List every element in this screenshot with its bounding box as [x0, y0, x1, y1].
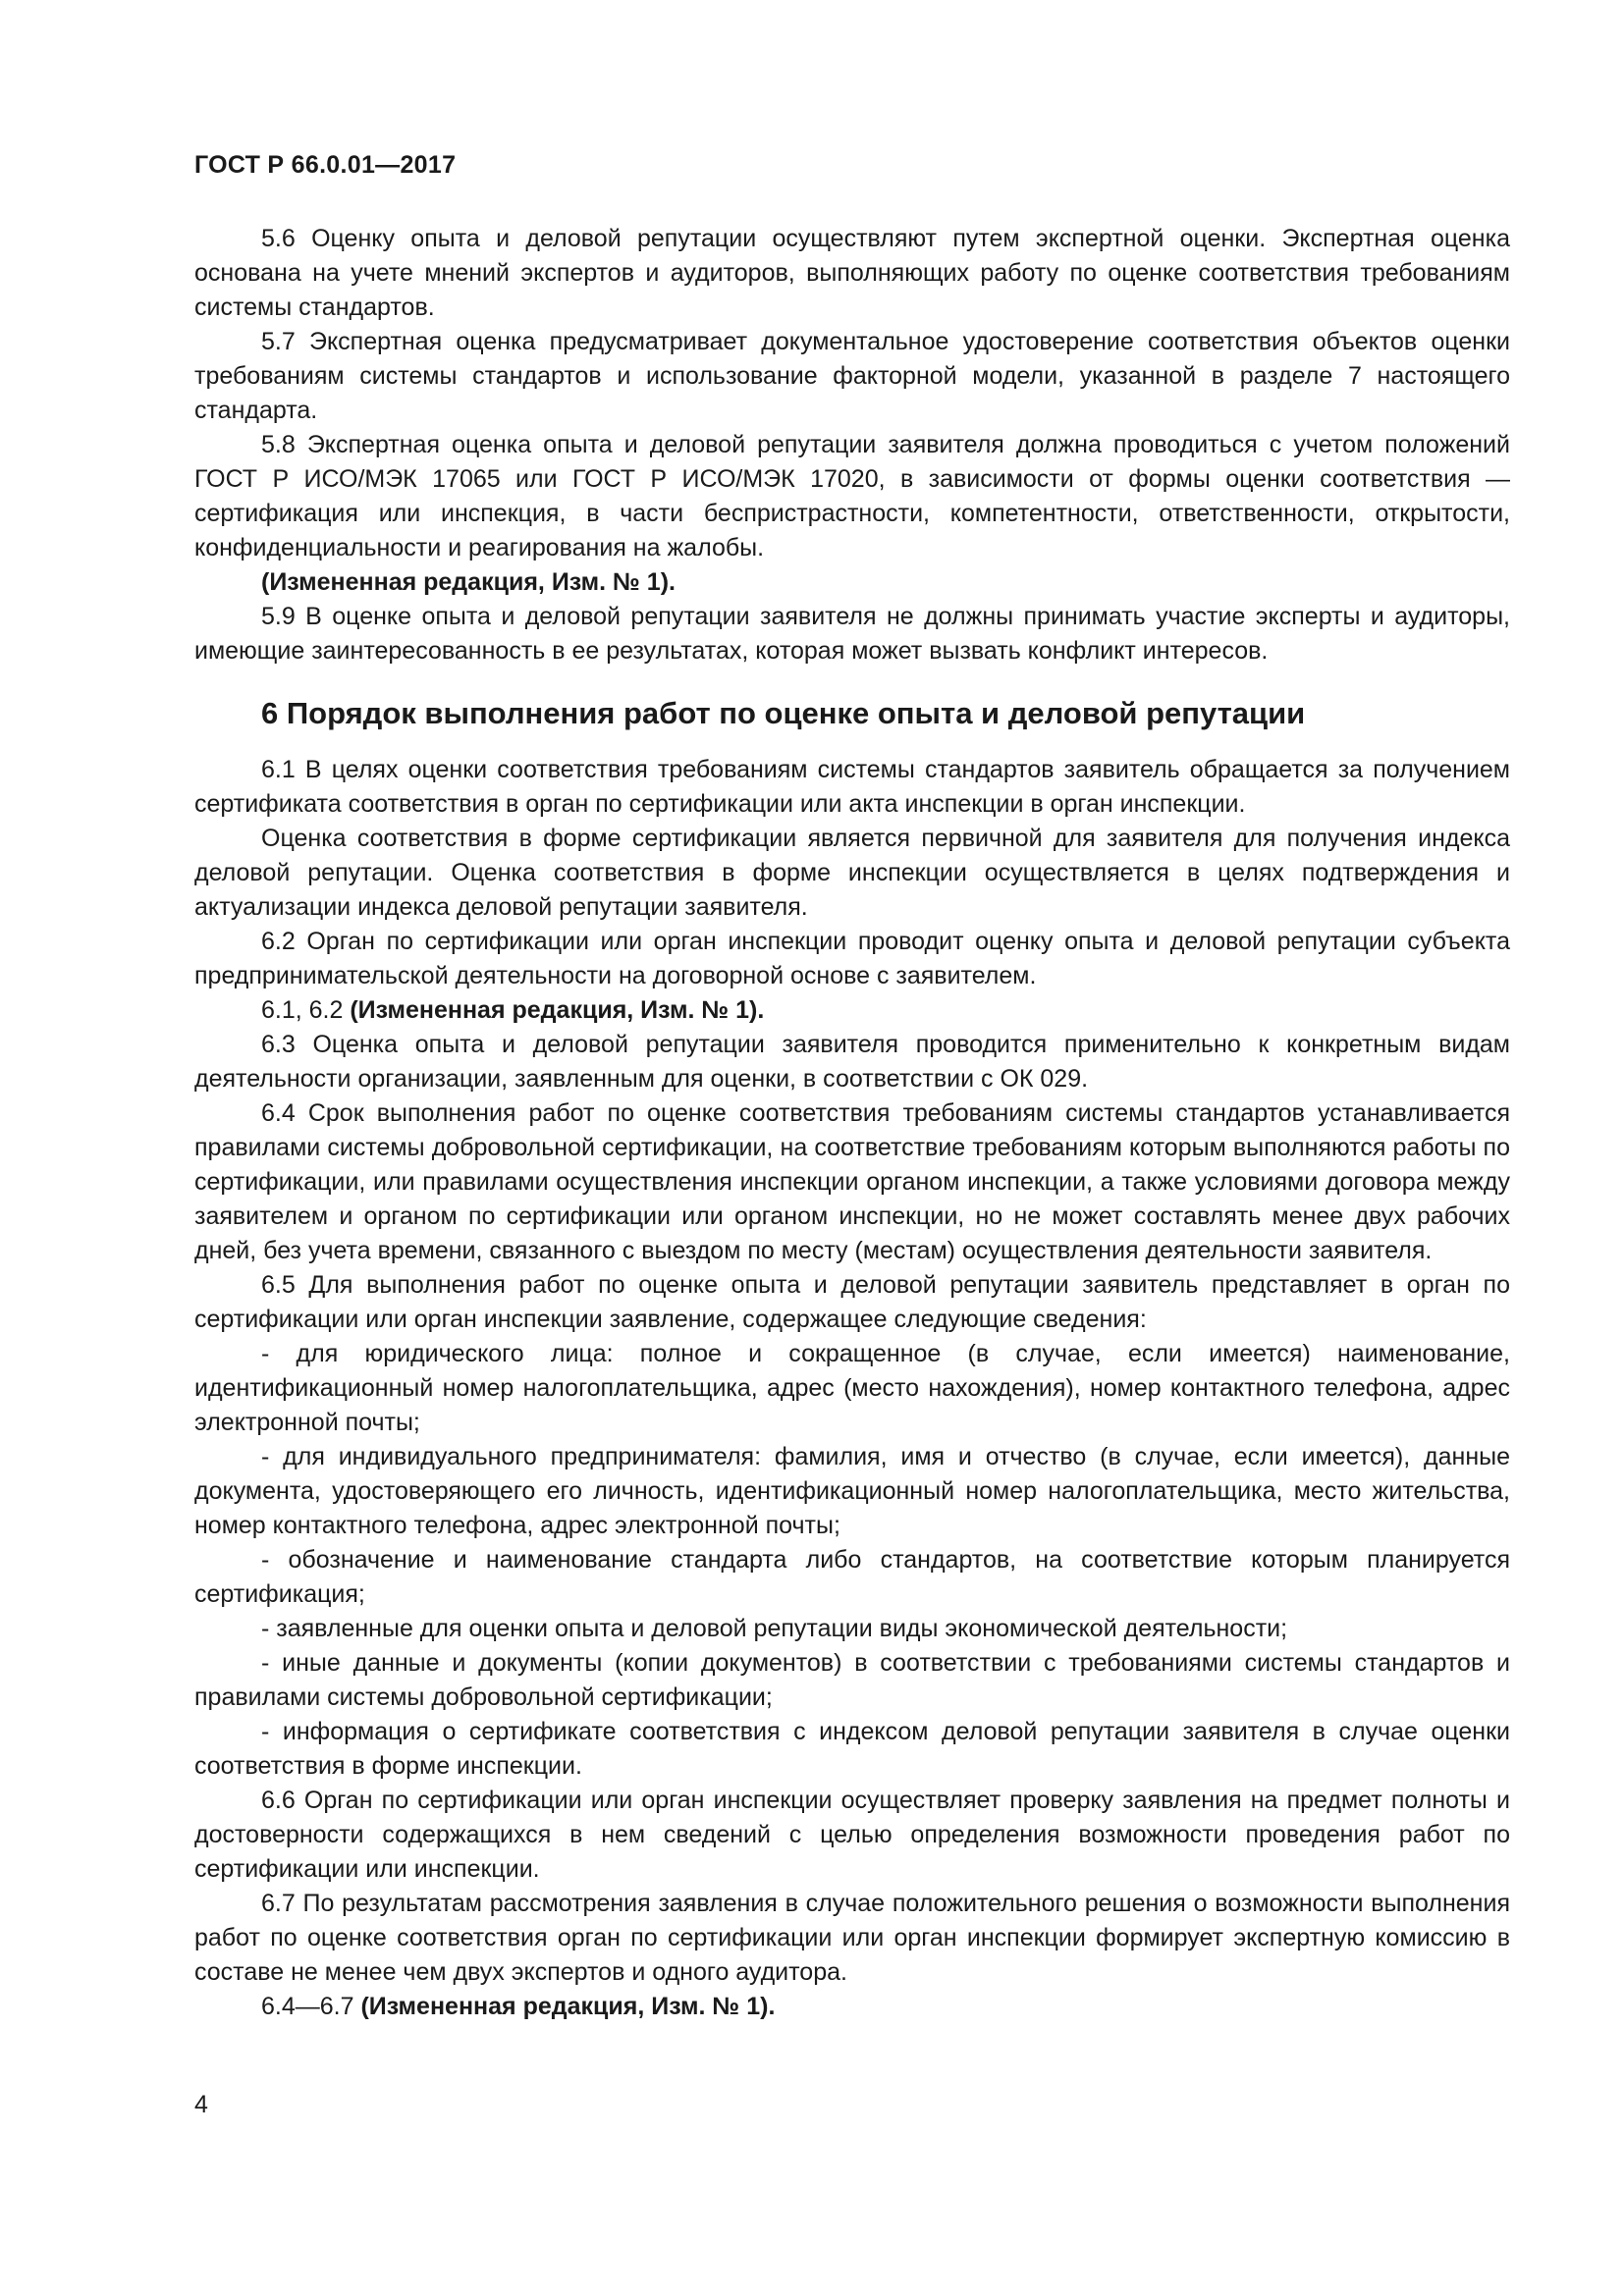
amendment-note-6-4-6-7: [194, 1990, 1510, 2024]
amendment-label: (Измененная редакция, Изм. № 1).: [360, 1993, 776, 2020]
list-item-activities: - заявленные для оценки опыта и деловой репутации виды экономической деятельности;: [261, 1615, 1288, 1642]
section-6-title: 6 Порядок выполнения работ по оценке опыта и деловой репутации: [261, 696, 1306, 730]
paragraph-6-3: 6.3 Оценка опыта и деловой репутации заявителя проводится применительно к конкретным видам деятельности организации, заявленным для оценки, в соответствии с ОК 029.: [194, 1031, 1510, 1093]
list-item-legal-entity: - для юридического лица: полное и сокращенное (в случае, если имеется) наименование, идентификационный номер налогоплательщика, адрес (место нахождения), номер контактного телефона, адрес электронной почты;: [194, 1340, 1510, 1436]
document-header: ГОСТ Р 66.0.01—2017: [194, 151, 457, 179]
list-item-entrepreneur: - для индивидуального предпринимателя: фамилия, имя и отчество (в случае, если имеется), данные документа, удостоверяющего его личность, идентификационный номер налогоплательщика, место жительства, номер контактного телефона, адрес электронной почты;: [194, 1443, 1510, 1539]
paragraph-6-1-cont: Оценка соответствия в форме сертификации является первичной для заявителя для получения индекса деловой репутации. Оценка соответствия в форме инспекции осуществляется в целях подтверждения и актуализации индекса деловой репутации заявителя.: [194, 825, 1510, 921]
paragraph-5-9: 5.9 В оценке опыта и деловой репутации заявителя не должны принимать участие эксперты и аудиторы, имеющие заинтересованность в ее результатах, которая может вызвать конфликт интересов.: [194, 603, 1510, 665]
amendment-note-5-8: (Измененная редакция, Изм. № 1).: [261, 568, 676, 596]
paragraph-6-1: 6.1 В целях оценки соответствия требованиям системы стандартов заявитель обращается за получением сертификата соответствия в орган по сертификации или акта инспекции в орган инспекции.: [194, 756, 1510, 818]
paragraph-5-6: 5.6 Оценку опыта и деловой репутации осуществляют путем экспертной оценки. Экспертная оценка основана на учете мнений экспертов и аудиторов, выполняющих работу по оценке соответствия требованиям системы стандартов.: [194, 225, 1510, 321]
amendment-ref: 6.4—6.7: [261, 1993, 361, 2020]
list-item-standards: - обозначение и наименование стандарта либо стандартов, на соответствие которым планируется сертификация;: [194, 1546, 1510, 1608]
paragraph-6-2: 6.2 Орган по сертификации или орган инспекции проводит оценку опыта и деловой репутации субъекта предпринимательской деятельности на договорной основе с заявителем.: [194, 928, 1510, 989]
paragraph-5-7: 5.7 Экспертная оценка предусматривает документальное удостоверение соответствия объектов оценки требованиям системы стандартов и использование факторной модели, указанной в разделе 7 настоящего стандарта.: [194, 328, 1510, 424]
paragraph-6-7: 6.7 По результатам рассмотрения заявления в случае положительного решения о возможности выполнения работ по оценке соответствия орган по сертификации или орган инспекции формирует экспертную комиссию в составе не менее чем двух экспертов и одного аудитора.: [194, 1890, 1510, 1986]
paragraph-6-4: 6.4 Срок выполнения работ по оценке соответствия требованиям системы стандартов устанавливается правилами системы добровольной сертификации, на соответствие требованиям которым выполняются работы по сертификации, или правилами осуществления инспекции органом инспекции, а также условиями договора между заявителем и органом по сертификации или органом инспекции, но не может составлять менее двух рабочих дней, без учета времени, связанного с выездом по месту (местам) осуществления деятельности заявителя.: [194, 1099, 1510, 1264]
paragraph-6-6: 6.6 Орган по сертификации или орган инспекции осуществляет проверку заявления на предмет полноты и достоверности содержащихся в нем сведений с целью определения возможности проведения работ по сертификации или инспекции.: [194, 1787, 1510, 1883]
amendment-ref: 6.1, 6.2: [261, 996, 351, 1024]
amendment-label: (Измененная редакция, Изм. № 1).: [350, 996, 765, 1024]
page-body: [194, 222, 1510, 2024]
paragraph-6-5: 6.5 Для выполнения работ по оценке опыта и деловой репутации заявитель представляет в орган по сертификации или орган инспекции заявление, содержащее следующие сведения:: [194, 1271, 1510, 1333]
amendment-note-6-1-6-2: [194, 993, 1510, 1028]
list-item-certificate-info: - информация о сертификате соответствия с индексом деловой репутации заявителя в случае оценки соответствия в форме инспекции.: [194, 1718, 1510, 1780]
list-item-other-documents: - иные данные и документы (копии документов) в соответствии с требованиями системы стандартов и правилами системы добровольной сертификации;: [194, 1649, 1510, 1711]
paragraph-5-8: 5.8 Экспертная оценка опыта и деловой репутации заявителя должна проводиться с учетом положений ГОСТ Р ИСО/МЭК 17065 или ГОСТ Р ИСО/МЭК 17020, в зависимости от формы оценки соответствия — сертификация или инспекция, в части беспристрастности, компетентности, ответственности, открытости, конфиденциальности и реагирования на жалобы.: [194, 431, 1510, 561]
page-number: 4: [194, 2091, 208, 2118]
